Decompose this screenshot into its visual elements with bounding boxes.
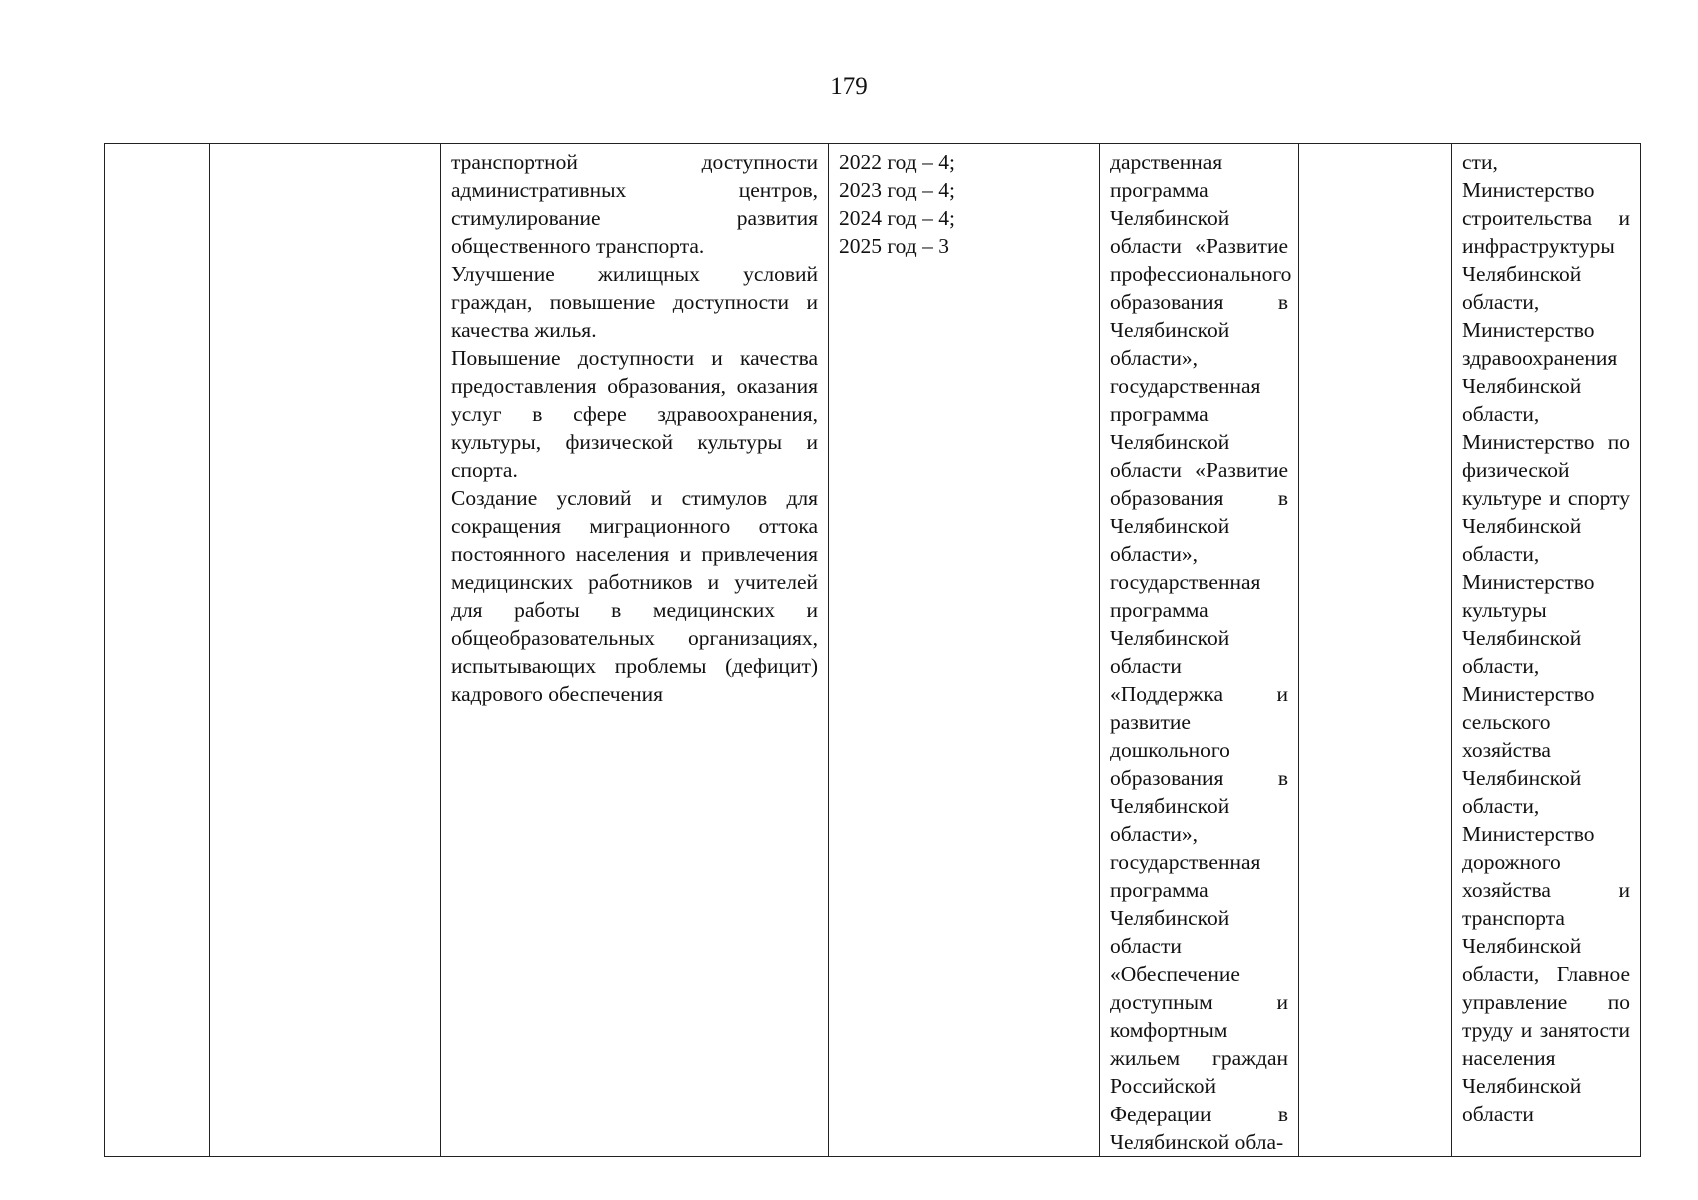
table-row — [105, 144, 1641, 1157]
cell-empty — [1299, 144, 1452, 1157]
years-text: 2022 год – 4; 2023 год – 4; 2024 год – 4; 2025 год – 3 — [839, 150, 955, 258]
responsible-text: сти, Министерство строительства и инфраструктуры Челябинской области, Министерство здравоохранения Челябинской области, Министерство по физической культуре и спорту Челябинской области, Министерство культуры Челябинской области, Министерство сельского хозяйства Челябинской области, Министерство дорожного хозяйства и транспорта Челябинской области, Главное управление по труду и занятости населения Челябинской области — [1462, 150, 1630, 1126]
cell-number — [105, 144, 210, 1157]
cell-years — [829, 144, 1100, 1157]
page-number: 179 — [830, 73, 868, 100]
cell-description — [441, 144, 829, 1157]
cell-programs — [1100, 144, 1299, 1157]
programs-text: дарственная программа Челябинской области «Развитие профессионального образования в Челябинской области», государственная программа Челябинской области «Развитие образования в Челябинской области», государственная программа Челябинской области «Поддержка и развитие дошкольного образования в Челябинской области», государственная программа Челябинской области «Обеспечение доступным и комфортным жильем граждан Российской Федерации в Челябинской обла- — [1110, 150, 1292, 1154]
cell-name — [210, 144, 441, 1157]
cell-responsible — [1452, 144, 1641, 1157]
description-text: транспортной доступности административных центров, стимулирование развития общественного транспорта. Улучшение жилищных условий граждан, повышение доступности и качества жилья. Повышение доступности и качества предоставления образования, оказания услуг в сфере здравоохранения, культуры, физической культуры и спорта. Создание условий и стимулов для сокращения миграционного оттока постоянного населения и привлечения медицинских работников и учителей для работы в медицинских и общеобразовательных организациях, испытывающих проблемы (дефицит) кадрового обеспечения — [451, 150, 818, 706]
document-table — [104, 143, 1641, 1157]
